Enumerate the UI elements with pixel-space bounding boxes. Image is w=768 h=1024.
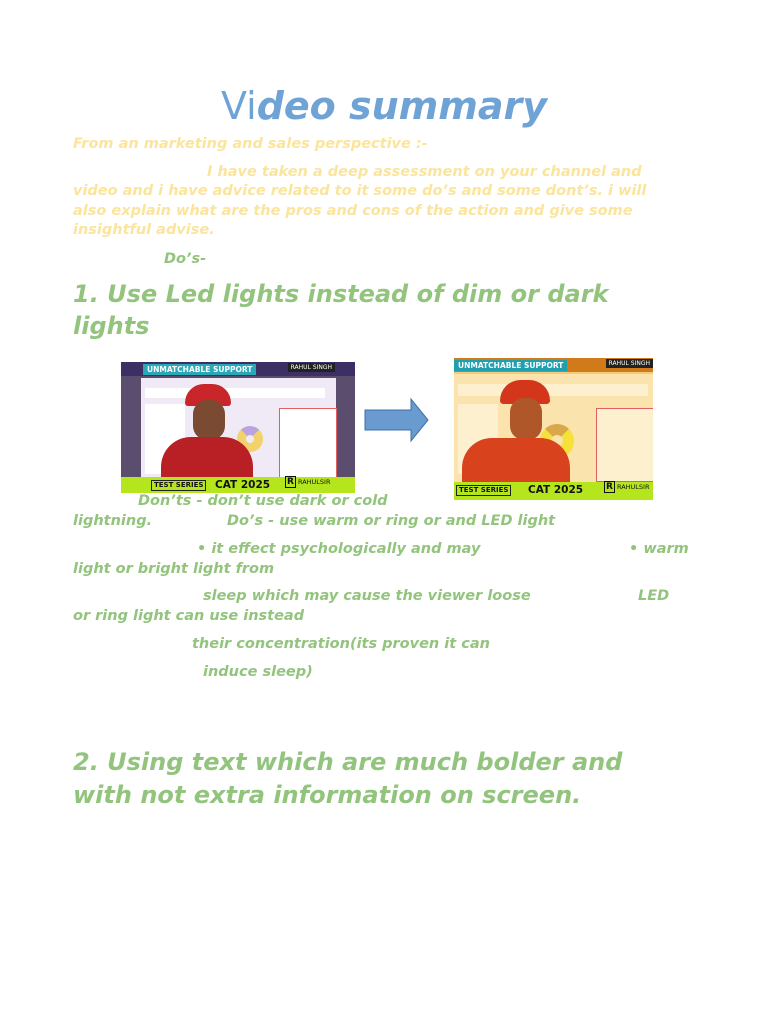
intro-line-1: I have taken a deep assessment on your channel and bbox=[207, 164, 642, 180]
test-series-label: TEST SERIES bbox=[151, 480, 206, 491]
donts-bullet: • it effect psychologically and may bbox=[197, 541, 481, 557]
test-series-label-after: TEST SERIES bbox=[456, 485, 511, 496]
face-shape-after bbox=[510, 398, 542, 440]
dos-line4: light or bright light from bbox=[73, 561, 275, 577]
donts-line8: induce sleep) bbox=[203, 664, 313, 680]
brand-label: R RAHULSIR bbox=[287, 477, 331, 487]
right-arrow-icon bbox=[363, 397, 431, 443]
donts-line2: lightning. bbox=[73, 513, 153, 529]
dos-label: Do’s- bbox=[164, 251, 207, 267]
dos-line6: or ring light can use instead bbox=[73, 608, 305, 624]
dos-bullet: • warm bbox=[629, 541, 689, 557]
thumbnail-banner: UNMATCHABLE SUPPORT bbox=[143, 364, 256, 375]
title-initial: Vi bbox=[220, 84, 257, 128]
thumbnail-tag: RAHUL SINGH bbox=[288, 363, 335, 372]
exam-label-after: CAT 2025 bbox=[528, 484, 584, 496]
thumbnail-tag-after: RAHUL SINGH bbox=[606, 359, 653, 368]
thumbnail-before bbox=[121, 362, 355, 493]
point2-heading-line2: with not extra information on screen. bbox=[73, 781, 582, 809]
point1-heading-line2: lights bbox=[73, 312, 150, 340]
donts-line5: sleep which may cause the viewer loose bbox=[203, 588, 531, 604]
brand-label-after: R RAHULSIR bbox=[606, 482, 650, 492]
intro-perspective: From an marketing and sales perspective :- bbox=[73, 136, 428, 152]
shirt-shape bbox=[161, 437, 253, 482]
thumbnail-bottom-bar-after bbox=[454, 482, 653, 500]
thumbnail-bottom-bar bbox=[121, 477, 355, 493]
intro-line-4: insightful advise. bbox=[73, 222, 215, 238]
point1-heading-line1: 1. Use Led lights instead of dim or dark bbox=[73, 280, 609, 308]
intro-line-2: video and i have advice related to it some do’s and some dont’s. i will bbox=[73, 183, 647, 199]
exam-label: CAT 2025 bbox=[215, 479, 271, 491]
donts-line7: their concentration(its proven it can bbox=[192, 636, 490, 652]
dos-line5: LED bbox=[638, 588, 670, 604]
point2-heading-line1: 2. Using text which are much bolder and bbox=[73, 748, 623, 776]
page-title bbox=[0, 84, 768, 128]
shirt-shape-after bbox=[462, 438, 570, 486]
thumbnail-after bbox=[454, 358, 653, 500]
donts-title: Don’ts - don’t use dark or cold bbox=[138, 493, 388, 509]
face-shape bbox=[193, 400, 225, 440]
thumbnail-banner-after: UNMATCHABLE SUPPORT bbox=[454, 360, 567, 371]
title-rest: deo summary bbox=[256, 84, 548, 128]
dos-title: Do’s - use warm or ring or and LED light bbox=[227, 513, 556, 529]
intro-line-3: also explain what are the pros and cons of the action and give some bbox=[73, 203, 633, 219]
